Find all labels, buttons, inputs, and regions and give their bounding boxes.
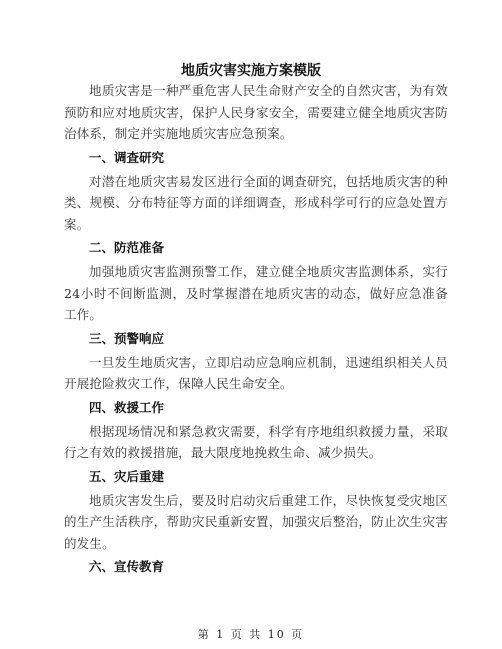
section-body-5: 地质灾害发生后，要及时启动灾后重建工作，尽快恢复受灾地区的生产生活秩序，帮助灾民重新安置，加强灾后整治，防止次生灾害的发生。: [64, 492, 448, 551]
section-body-3: 一旦发生地质灾害，立即启动应急响应机制，迅速组织相关人员开展抢险救灾工作，保障人民生命安全。: [64, 354, 448, 391]
section-body-4: 根据现场情况和紧急救灾需要，科学有序地组织救援力量，采取行之有效的救援措施，最大限度地挽救生命、减少损失。: [64, 423, 448, 460]
intro-paragraph: 地质灾害是一种严重危害人民生命财产安全的自然灾害，为有效预防和应对地质灾害，保护人民身家安全，需要建立健全地质灾害防治体系，制定并实施地质灾害应急预案。: [64, 83, 448, 141]
document-body: [64, 80, 448, 580]
section-body-1: 对潜在地质灾害易发区进行全面的调查研究，包括地质灾害的种类、规模、分布特征等方面的详细调查，形成科学可行的应急处置方案。: [64, 173, 448, 232]
section-heading-4: 四、救援工作: [89, 399, 165, 415]
section-heading-1: 一、调查研究: [89, 149, 165, 165]
section-heading-2: 二、防范准备: [89, 240, 165, 255]
section-heading-5: 五、灾后重建: [89, 468, 165, 484]
page-title: 地质灾害实施方案模版: [181, 63, 321, 79]
section-heading-6: 六、宣传教育: [89, 559, 165, 574]
section-heading-3: 三、预警响应: [89, 330, 165, 346]
page-number: 第 1 页 共 10 页: [197, 628, 305, 641]
section-body-2: 加强地质灾害监测预警工作，建立健全地质灾害监测体系，实行24小时不间断监测，及时掌握潜在地质灾害的动态，做好应急准备工作。: [64, 264, 448, 322]
